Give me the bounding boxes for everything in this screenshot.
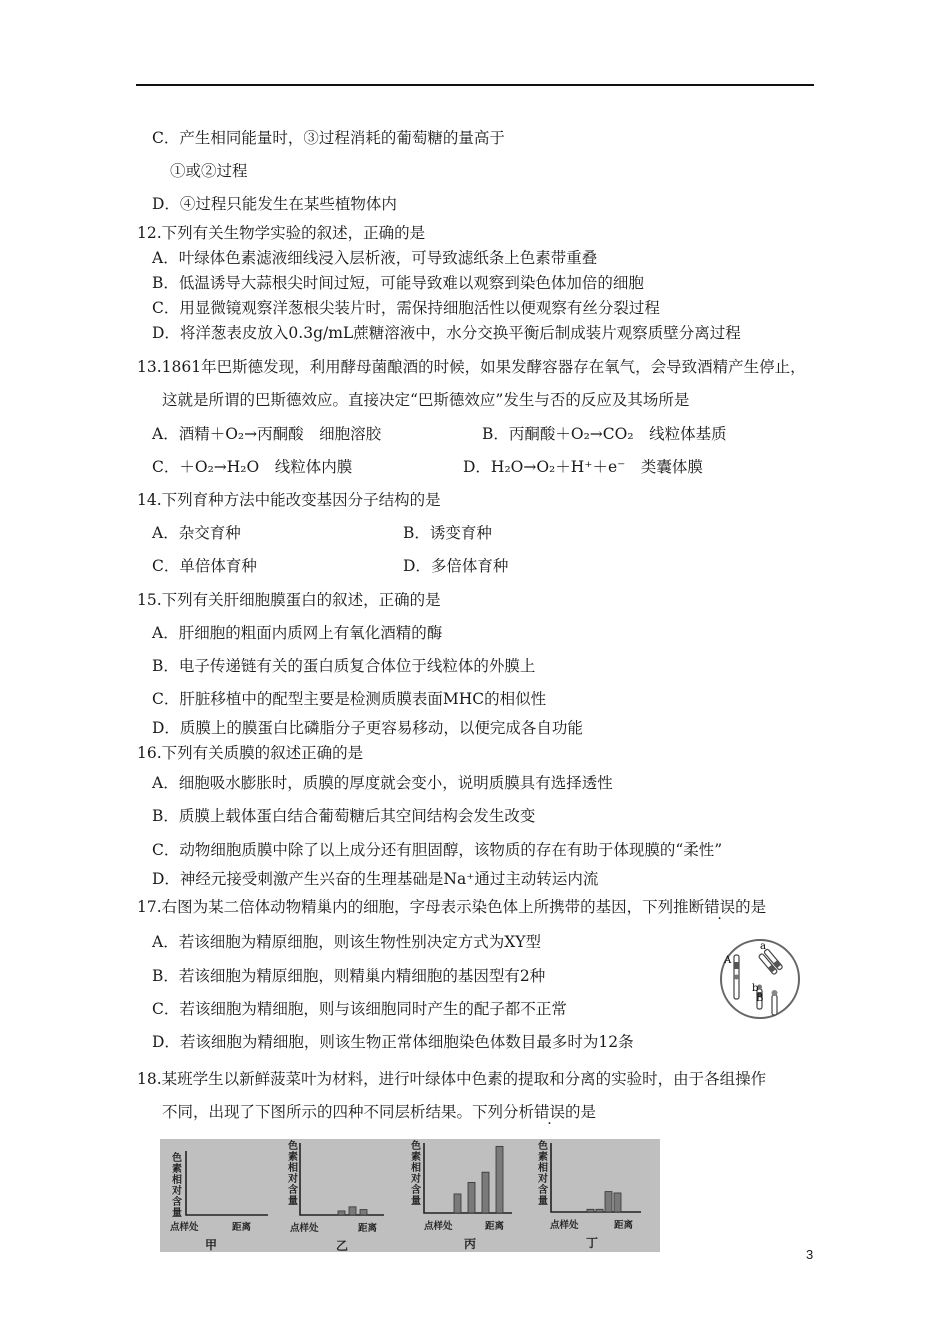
chromatography-charts [160, 1139, 660, 1252]
q18-stem: 18.某班学生以新鲜菠菜叶为材料，进行叶绿体中色素的提取和分离的实验时，由于各组操作 [137, 1070, 767, 1088]
q18-stem-text: 不同，出现了下图所示的四种不同层析结果。下列分析 [162, 1103, 535, 1121]
panel-4-bar-2 [596, 1209, 603, 1212]
q11-option-c: C．产生相同能量时，③过程消耗的葡萄糖的量高于 [152, 129, 505, 147]
q15-option-a: A．肝细胞的粗面内质网上有氧化酒精的酶 [152, 624, 443, 642]
panel-1-name: 甲 [205, 1238, 218, 1252]
q16-option-a: A．细胞吸水膨胀时，质膜的厚度就会变小，说明质膜具有选择透性 [152, 774, 613, 792]
panel-2-bar-1 [338, 1211, 345, 1215]
q12-option-c: C．用显微镜观察洋葱根尖装片时，需保持细胞活性以便观察有丝分裂过程 [152, 299, 660, 317]
q14-option-c: C．单倍体育种 [152, 557, 257, 575]
q18-stem-end: 的是 [565, 1103, 597, 1121]
q13-option-b: B．丙酮酸＋O₂→CO₂ 线粒体基质 [482, 425, 727, 443]
q17-stem-end: 的是 [735, 898, 767, 916]
panel-3-bar-3 [482, 1172, 489, 1213]
panel-4-name: 丁 [586, 1236, 599, 1250]
header-rule [136, 84, 814, 86]
q16-option-d: D．神经元接受刺激产生兴奋的生理基础是Na⁺通过主动转运内流 [152, 870, 599, 888]
panel-2-bar-2 [349, 1207, 356, 1215]
panel-3-y-label: 色素相对含量 [411, 1141, 421, 1207]
chromosome-b [758, 949, 783, 975]
panel-4-x-start: 点样处 [550, 1220, 579, 1231]
q15-option-d: D．质膜上的膜蛋白比磷脂分子更容易移动，以便完成各自功能 [152, 719, 583, 737]
gene-label-a: a [760, 941, 766, 952]
q15-option-b: B．电子传递链有关的蛋白质复合体位于线粒体的外膜上 [152, 657, 536, 675]
q11-option-d: D．④过程只能发生在某些植物体内 [152, 195, 397, 213]
panel-2-y-label: 色素相对含量 [288, 1141, 298, 1207]
q17-emphasis: 错误 [704, 898, 736, 916]
chromosome-a [734, 955, 739, 999]
panel-4-bar-4 [614, 1193, 621, 1212]
q17-option-c: C．若该细胞为精细胞，则与该细胞同时产生的配子都不正常 [152, 1000, 567, 1018]
panel-1-x-start: 点样处 [170, 1222, 199, 1233]
panel-3-x-end: 距离 [485, 1221, 505, 1232]
q14-stem: 14.下列育种方法中能改变基因分子结构的是 [137, 491, 441, 509]
panel-4-y-label: 色素相对含量 [538, 1141, 548, 1207]
q14-option-b: B．诱变育种 [403, 524, 492, 542]
chromosome-d [772, 990, 778, 1015]
q13-stem-cont: 这就是所谓的巴斯德效应。直接决定“巴斯德效应”发生与否的反应及其场所是 [162, 391, 690, 409]
q14-option-d: D．多倍体育种 [403, 557, 509, 575]
panel-1-axes [186, 1151, 268, 1215]
q17-option-a: A．若该细胞为精原细胞，则该生物性别决定方式为XY型 [152, 933, 541, 951]
panel-4-axes [551, 1143, 641, 1212]
q12-stem: 12.下列有关生物学实验的叙述，正确的是 [137, 224, 426, 242]
q16-stem: 16.下列有关质膜的叙述正确的是 [137, 744, 364, 762]
q15-option-c: C．肝脏移植中的配型主要是检测质膜表面MHC的相似性 [152, 690, 547, 708]
q18-emphasis: 错误 [534, 1103, 566, 1121]
q14-option-a: A．杂交育种 [152, 524, 241, 542]
panel-3-bar-2 [468, 1182, 475, 1213]
q16-option-c: C．动物细胞质膜中除了以上成分还有胆固醇，该物质的存在有助于体现膜的“柔性” [152, 841, 723, 859]
q13-option-a: A．酒精＋O₂→丙酮酸 细胞溶胶 [152, 425, 382, 443]
panel-2-x-start: 点样处 [290, 1223, 319, 1234]
panel-4-x-end: 距离 [614, 1220, 634, 1231]
panel-1-x-end: 距离 [232, 1222, 252, 1233]
q12-option-d: D．将洋葱表皮放入0.3g/mL蔗糖溶液中，水分交换平衡后制成装片观察质壁分离过程 [152, 324, 741, 342]
gene-label-b: b [752, 983, 759, 994]
panel-2-axes [300, 1143, 384, 1215]
panel-2-name: 乙 [336, 1239, 349, 1253]
q17-option-d: D．若该细胞为精细胞，则该生物正常体细胞染色体数目最多时为12条 [152, 1033, 634, 1051]
q13-stem: 13.1861年巴斯德发现，利用酵母菌酿酒的时候，如果发酵容器存在氧气，会导致酒精产生停止， [137, 358, 806, 376]
panel-3-bar-4 [496, 1146, 503, 1213]
q13-option-d: D．H₂O→O₂＋H⁺＋e⁻ 类囊体膜 [463, 458, 703, 476]
q11-option-c-cont: ①或②过程 [170, 162, 248, 180]
q17-option-b: B．若该细胞为精原细胞，则精巢内精细胞的基因型有2种 [152, 967, 546, 985]
panel-2-bar-3 [360, 1210, 367, 1215]
q12-option-a: A．叶绿体色素滤液细线浸入层析液，可导致滤纸条上色素带重叠 [152, 249, 598, 267]
chromatography-figure [160, 1139, 660, 1252]
q18-stem-cont [162, 1102, 596, 1122]
panel-2-x-end: 距离 [358, 1223, 378, 1234]
q17-stem [137, 897, 766, 917]
q13-option-c: C．＋O₂→H₂O 线粒体内膜 [152, 458, 353, 476]
panel-1-y-label: 色素相对含量 [172, 1153, 182, 1219]
q15-stem: 15.下列有关肝细胞膜蛋白的叙述，正确的是 [137, 591, 441, 609]
panel-4-bar-1 [587, 1209, 594, 1212]
gene-label-A: A [724, 955, 732, 966]
panel-3-bar-1 [454, 1194, 461, 1213]
q17-stem-text: 17.右图为某二倍体动物精巢内的细胞，字母表示染色体上所携带的基因，下列推断 [137, 898, 705, 916]
panel-3-name: 丙 [464, 1237, 477, 1251]
panel-3-x-start: 点样处 [424, 1221, 453, 1232]
cell-chromosome-figure [712, 937, 808, 1025]
panel-4-bar-3 [605, 1192, 612, 1212]
page-number: 3 [806, 1247, 814, 1262]
gene-label-B: B [756, 993, 764, 1004]
q12-option-b: B．低温诱导大蒜根尖时间过短，可能导致难以观察到染色体加倍的细胞 [152, 274, 644, 292]
q16-option-b: B．质膜上载体蛋白结合葡萄糖后其空间结构会发生改变 [152, 807, 536, 825]
